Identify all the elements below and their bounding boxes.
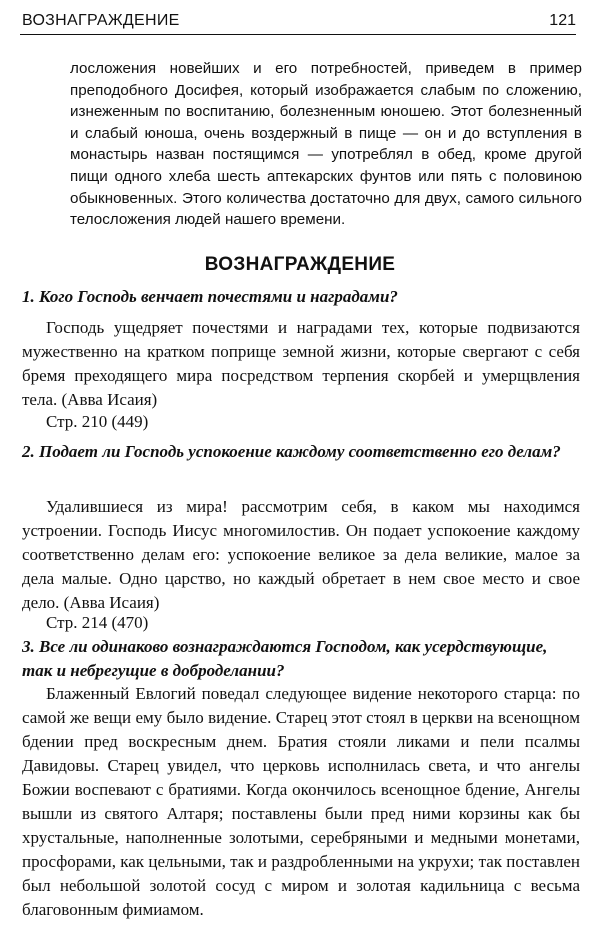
- reference-2: Стр. 214 (470): [46, 613, 149, 632]
- intro-paragraph: лосложения новейших и его потребностей, приведем в пример преподобного Досифея, который изображается слабым по сложению, изнеженным по воспитанию, болезненным юношею. Этот болезненный и слабый юноша, очень воздержный в пище — он и до вступления в монастырь назван постящимся — употреблял в обед, кроме другой пищи одного хлеба шесть аптекарских фунтов или пять с половиною обыкновенных. Этого количества достаточно для двух, самого сильного телосложения людей нашего времени.: [70, 60, 582, 229]
- question-1: 1. Кого Господь венчает почестями и наградами?: [22, 287, 398, 306]
- page-number: 121: [549, 12, 576, 29]
- question-2: 2. Подает ли Господь успокоение каждому соответственно его делам?: [22, 442, 561, 461]
- question-3: 3. Все ли одинаково вознаграждаются Господом, как усердствующие, так и небрегущие в доброделании?: [22, 637, 548, 680]
- running-title: ВОЗНАГРАЖДЕНИЕ: [22, 12, 180, 29]
- answer-2: Удалившиеся из мира! рассмотрим себя, в каком мы находимся устроении. Господь Иисус многомилостив. Он подает успокоение каждому соответственно делам его: успокоение великое за дела великие, малое за дела малые. Одно царство, но каждый обретает в нем свое место и свое дело. (Авва Исаия): [22, 497, 580, 612]
- section-title: ВОЗНАГРАЖДЕНИЕ: [204, 254, 396, 275]
- answer-3: Блаженный Евлогий поведал следующее видение некоторого старца: по самой же вещи ему было видение. Старец этот стоял в церкви на всенощном бдении пред воскресным днем. Братия стояли ликами и пели псалмы Давидовы. Старец увидел, что церковь исполнилась света, и что ангелы Божии воспевают с братиями. Когда окончилось всенощное бдение, Ангелы вышли из святого Алтаря; поставлены были пред ними корзины как бы хрустальные, наполненные золотыми, серебряными и медными монетами, просфорами, как цельными, так и раздробленными на укрухи; так поставлен был небольшой золотой сосуд с миром и золотая кадильница с весьма благовонным фимиамом.: [22, 684, 580, 919]
- reference-1: Стр. 210 (449): [46, 412, 149, 431]
- running-header: [20, 6, 576, 35]
- answer-1: Господь ущедряет почестями и наградами тех, которые подвизаются мужественно на кратком поприще земной жизни, которые свергают с себя бремя преходящего мира посредством терпения скорбей и умерщвления тела. (Авва Исаия): [22, 318, 580, 409]
